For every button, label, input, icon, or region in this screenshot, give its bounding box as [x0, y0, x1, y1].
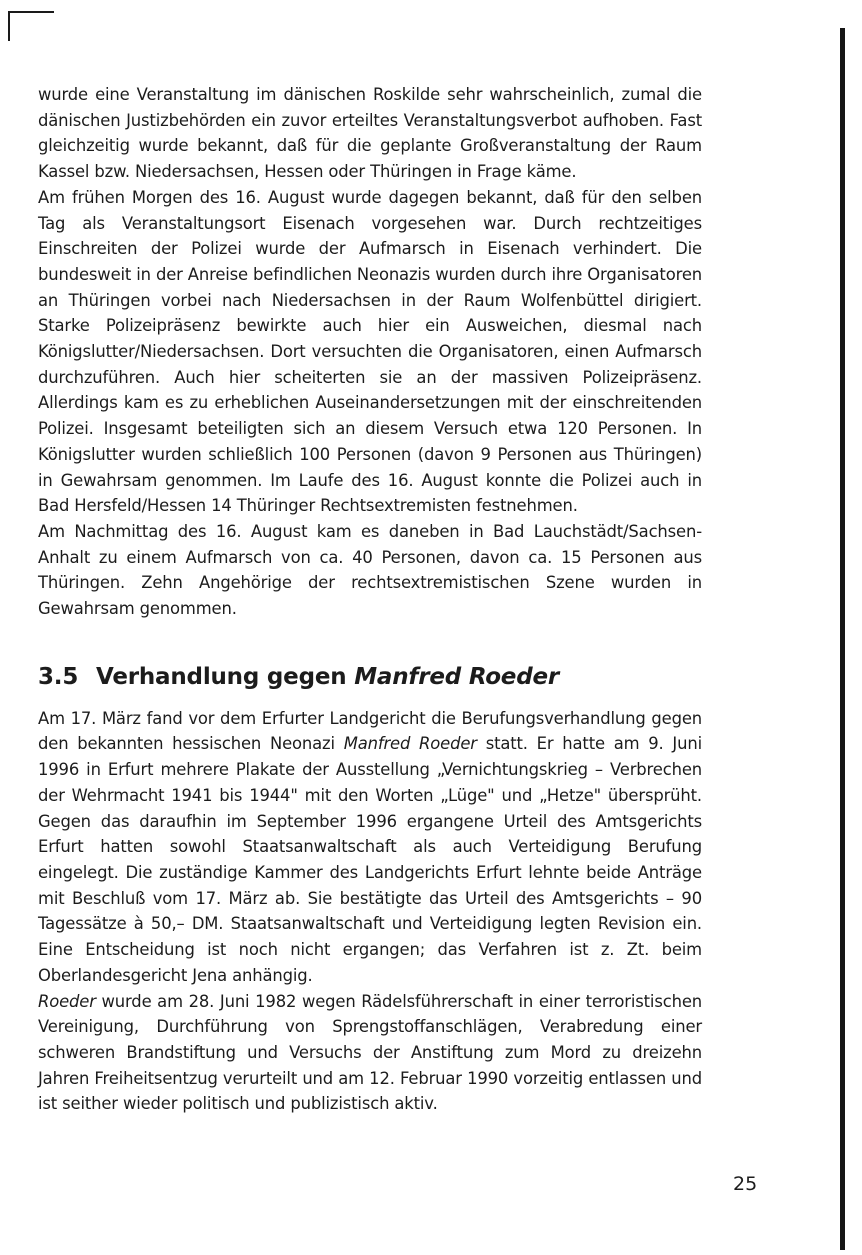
section-heading [38, 662, 702, 692]
section-paragraph-2 [38, 989, 702, 1118]
crop-mark-vertical [8, 11, 10, 41]
section-title-italic: Manfred Roeder [354, 663, 560, 690]
section-paragraph-2-part2: wurde am 28. Juni 1982 wegen Rädelsführerschaft in einer terroristischen Vereinigung, Durchführung von Sprengstoffanschlägen, Verabredung einer schweren Brandstiftung und Versuchs der Anstiftung zum Mord zu dreizehn Jahren Freiheitsentzug verurteilt und am 12. Februar 1990 vorzeitig entlassen und ist seither wieder politisch und publizistisch aktiv. [38, 991, 702, 1114]
page-body [38, 82, 702, 1117]
section-paragraph-1-part2: statt. Er hatte am 9. Juni 1996 in Erfurt mehrere Plakate der Ausstellung „Vernichtungskrieg – Verbrechen der Wehrmacht 1941 bis 1944" mit den Worten „Lüge" und „Hetze" übersprüht. Gegen das daraufhin im September 1996 ergangene Urteil des Amtsgerichts Erfurt hatten sowohl Staatsanwaltschaft als auch Verteidigung Berufung eingelegt. Die zuständige Kammer des Landgerichts Erfurt lehnte beide Anträge mit Beschluß vom 17. März ab. Sie bestätigte das Urteil des Amtsgerichts – 90 Tagessätze à 50,– DM. Staatsanwaltschaft und Verteidigung legten Revision ein. Eine Entscheidung ist noch nicht ergangen; das Verfahren ist z. Zt. beim Oberlandesgericht Jena anhängig. [38, 734, 702, 985]
page-edge-bar [840, 28, 845, 1250]
page-number: 25 [733, 1173, 758, 1195]
paragraph-2: Am frühen Morgen des 16. August wurde dagegen bekannt, daß für den selben Tag als Veranstaltungsort Eisenach vorgesehen war. Durch rechtzeitiges Einschreiten der Polizei wurde der Aufmarsch in Eisenach verhindert. Die bundesweit in der Anreise befindlichen Neonazis wurden durch ihre Organisatoren an Thüringen vorbei nach Niedersachsen in der Raum Wolfenbüttel dirigiert. Starke Polizeipräsenz bewirkte auch hier ein Ausweichen, diesmal nach Königslutter/Niedersachsen. Dort versuchten die Organisatoren, einen Aufmarsch durchzuführen. Auch hier scheiterten sie an der massiven Polizeipräsenz. Allerdings kam es zu erheblichen Auseinandersetzungen mit der einschreitenden Polizei. Insgesamt beteiligten sich an diesem Versuch etwa 120 Personen. In Königslutter wurden schließlich 100 Personen (davon 9 Personen aus Thüringen) in Gewahrsam genommen. Im Laufe des 16. August konnte die Polizei auch in Bad Hersfeld/Hessen 14 Thüringer Rechtsextremisten festnehmen. [38, 187, 702, 516]
section-paragraph-2-name: Roeder [38, 991, 96, 1011]
section-paragraph-1 [38, 706, 702, 989]
section-number: 3.5 [38, 663, 79, 690]
section-title-plain: Verhandlung gegen [96, 663, 355, 690]
section-paragraph-1-part1: Am 17. März fand vor dem Erfurter Landgericht die Berufungsverhandlung gegen den bekannten hessischen Neonazi [38, 708, 702, 754]
crop-mark [8, 11, 54, 13]
paragraph-1: wurde eine Veranstaltung im dänischen Roskilde sehr wahrscheinlich, zumal die dänischen Justizbehörden ein zuvor erteiltes Veranstaltungsverbot aufhoben. Fast gleichzeitig wurde bekannt, daß für die geplante Großveranstaltung der Raum Kassel bzw. Niedersachsen, Hessen oder Thüringen in Frage käme. [38, 85, 702, 182]
section-paragraph-1-name: Manfred Roeder [343, 734, 477, 754]
paragraph-3: Am Nachmittag des 16. August kam es daneben in Bad Lauchstädt/Sachsen-Anhalt zu einem Aufmarsch von ca. 40 Personen, davon ca. 15 Personen aus Thüringen. Zehn Angehörige der rechtsextremistischen Szene wurden in Gewahrsam genommen. [38, 521, 702, 619]
